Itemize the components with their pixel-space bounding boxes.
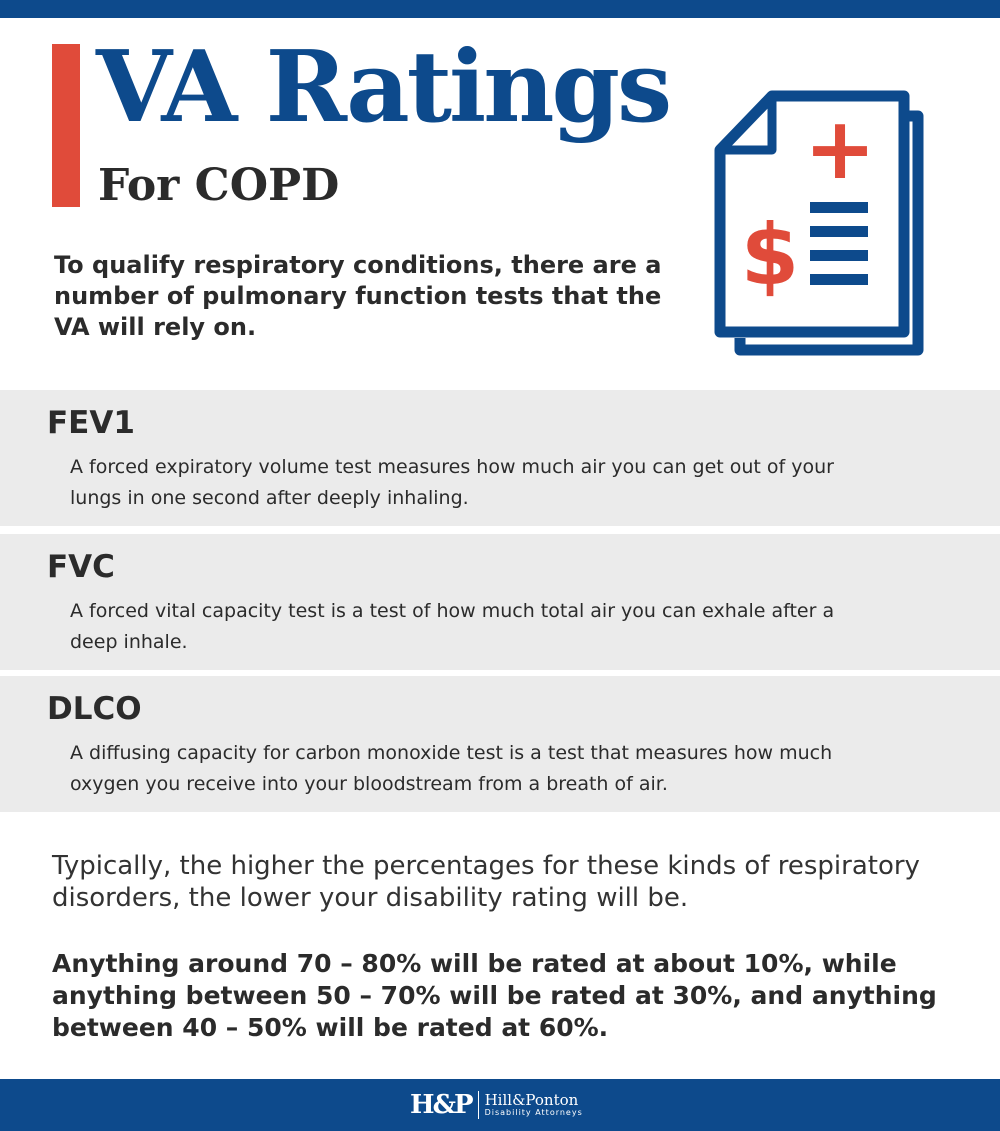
hill-ponton-logo [410, 1089, 583, 1121]
section-title: FVC [47, 549, 115, 585]
section-body: A diffusing capacity for carbon monoxide test is a test that measures how much oxygen you receive into your bloodstream from a breath of air. [70, 742, 833, 795]
page-subtitle: For COPD [98, 160, 340, 211]
title-accent-bar [52, 44, 80, 207]
logo-name: Hill&Ponton [484, 1091, 579, 1109]
footer [0, 1079, 1000, 1131]
logo-tagline: Disability Attorneys [484, 1108, 583, 1117]
section-title: DLCO [47, 691, 142, 727]
intro-text: To qualify respiratory conditions, there are a number of pulmonary function tests that the VA will rely on. [54, 251, 662, 341]
section-body: A forced vital capacity test is a test of how much total air you can exhale after a deep inhale. [70, 600, 835, 653]
section-fev1 [0, 390, 1000, 526]
logo-mark: H&P [410, 1090, 472, 1120]
summary-text: Typically, the higher the percentages for these kinds of respiratory disorders, the lower your disability rating will be. [52, 851, 920, 913]
text-line-4 [810, 274, 868, 285]
text-line-2 [810, 226, 868, 237]
section-fvc [0, 534, 1000, 670]
plus-icon: + [803, 99, 877, 199]
rating-summary: Anything around 70 – 80% will be rated at about 10%, while anything between 50 – 70% will be rated at 30%, and anything between 40 – 50% will be rated at 60%. [52, 949, 937, 1042]
section-body: A forced expiratory volume test measures how much air you can get out of your lungs in one second after deeply inhaling. [70, 456, 834, 509]
text-line-1 [810, 202, 868, 213]
medical-bill-document-icon [712, 88, 924, 356]
text-line-3 [810, 250, 868, 261]
dollar-icon: $ [740, 206, 800, 304]
logo-divider [478, 1091, 479, 1119]
section-title: FEV1 [47, 405, 135, 441]
page-title: VA Ratings [96, 30, 670, 145]
logo-text [485, 1092, 583, 1118]
section-dlco [0, 676, 1000, 812]
top-bar [0, 0, 1000, 18]
